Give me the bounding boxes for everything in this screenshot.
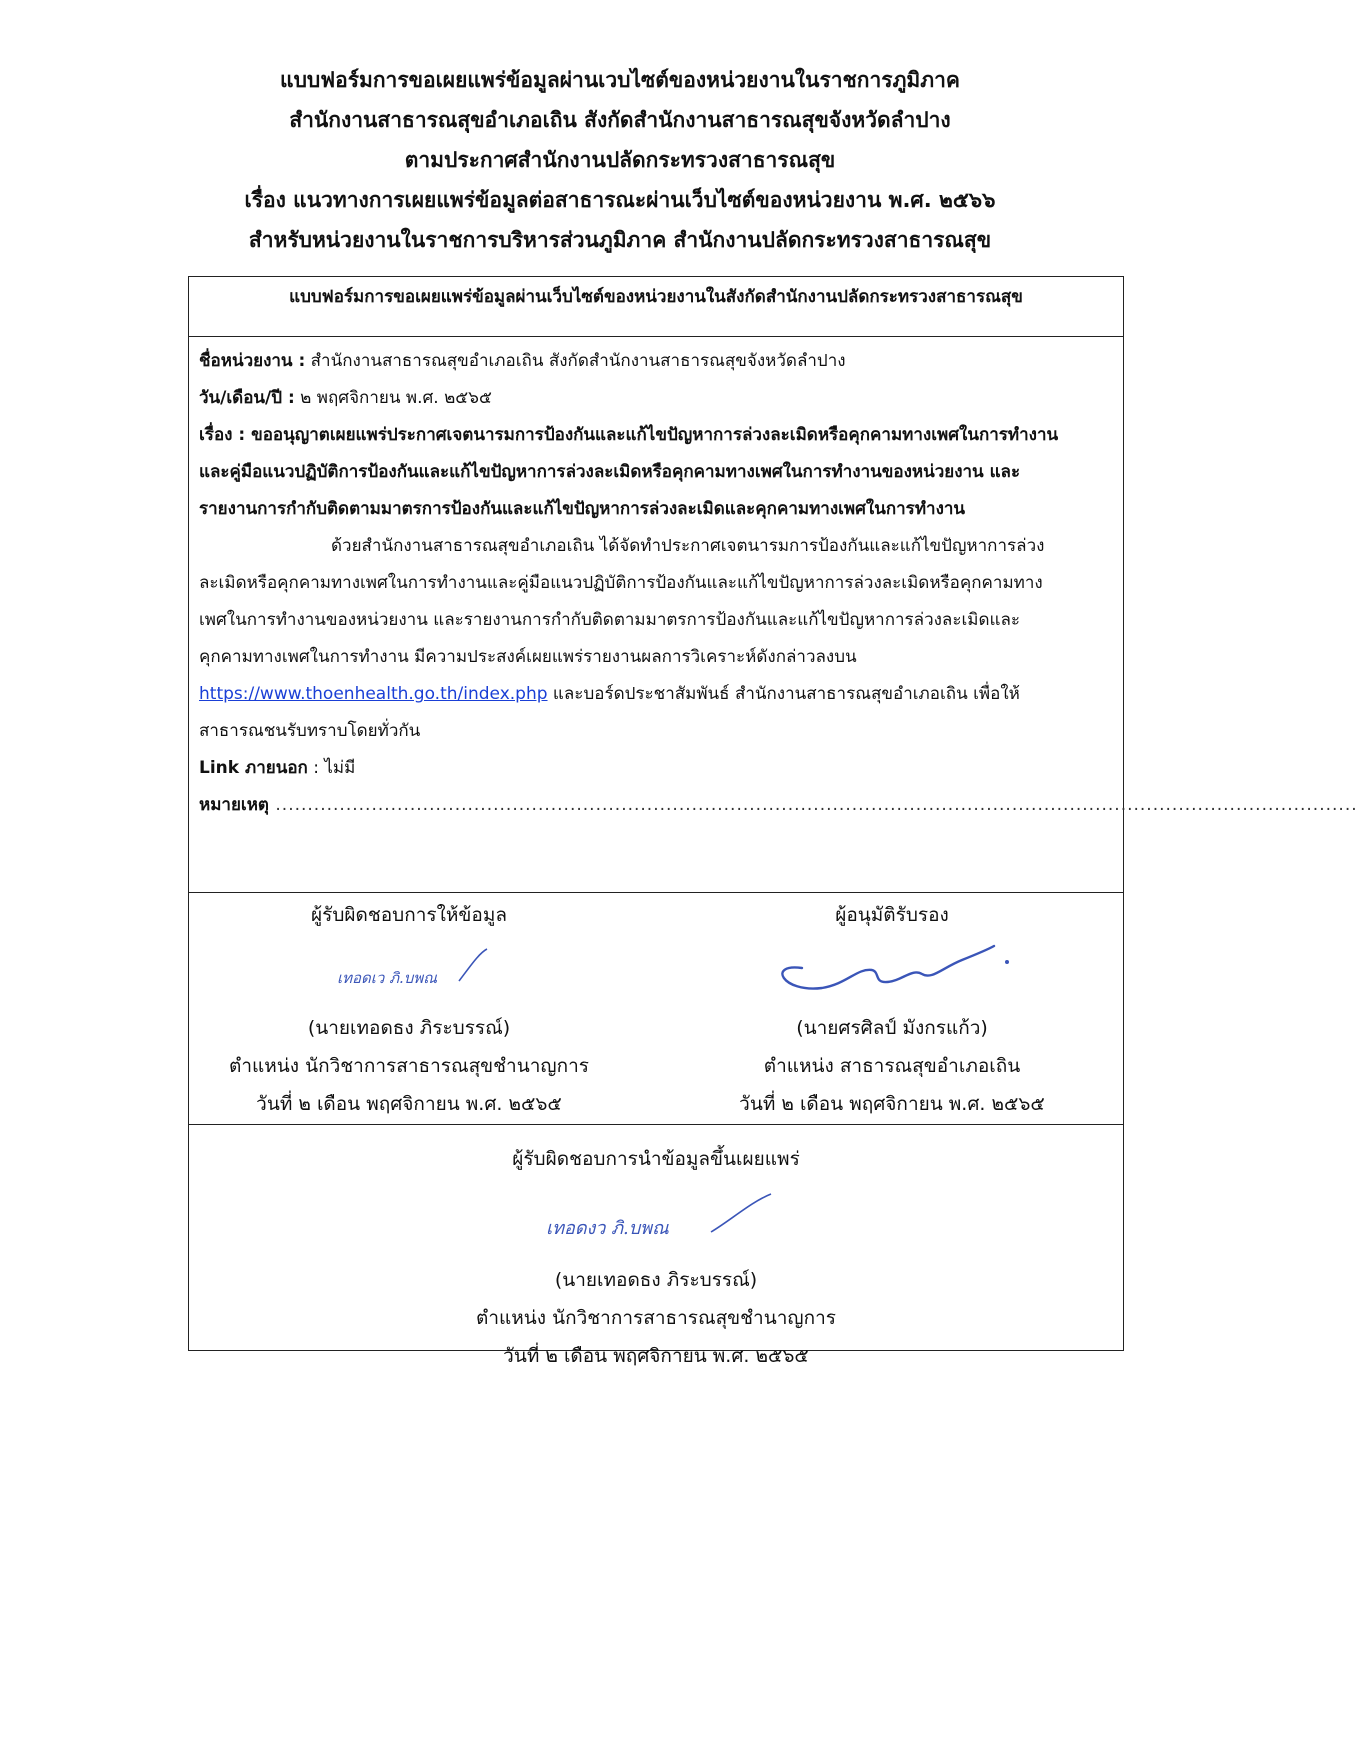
body-line-4: คุกคามทางเพศในการทำงาน มีความประสงค์เผยแพร่รายงานผลการวิเคราะห์ดังกล่าวลงบน (199, 647, 857, 667)
header-title-line-4: เรื่อง แนวทางการเผยแพร่ข้อมูลต่อสาธารณะผ่านเว็บไซต์ของหน่วยงาน พ.ศ. ๒๕๖๖ (244, 188, 996, 212)
body-after-link: และบอร์ดประชาสัมพันธ์ สำนักงานสาธารณสุขอำเภอเถิน เพื่อให้ (547, 684, 1020, 704)
approver-signature-icon (762, 938, 1022, 1008)
subject-row-1 (199, 417, 1113, 454)
body-line-1: ด้วยสำนักงานสาธารณสุขอำเภอเถิน ได้จัดทำประกาศเจตนารมการป้องกันและแก้ไขปัญหาการล่วง (331, 536, 1045, 556)
publisher-role: ผู้รับผิดชอบการนำข้อมูลขึ้นเผยแพร่ (512, 1148, 800, 1170)
publisher-signature-section (189, 1137, 1123, 1375)
publisher-position: ตำแหน่ง นักวิชาการสาธารณสุขชำนาญการ (476, 1307, 836, 1329)
publisher-signature-image (189, 1181, 1123, 1261)
body-line-2: ละเมิดหรือคุกคามทางเพศในการทำงานและคู่มือแนวปฏิบัติการป้องกันและแก้ไขปัญหาการล่วงละเมิดหรือคุกคามทาง (199, 573, 1043, 593)
body-line-last: สาธารณชนรับทราบโดยทั่วกัน (199, 721, 421, 741)
remark-row (199, 787, 1358, 824)
approval-signatures-section (189, 893, 1123, 1125)
external-link-row (199, 750, 1113, 787)
form-title: แบบฟอร์มการขอเผยแพร่ข้อมูลผ่านเว็บไซต์ของหน่วยงานในสังกัดสำนักงานปลัดกระทรวงสาธารณสุข (189, 277, 1123, 337)
provider-position: ตำแหน่ง นักวิชาการสาธารณสุขชำนาญการ (229, 1055, 589, 1077)
website-link[interactable]: https://www.thoenhealth.go.th/index.php (199, 684, 548, 704)
date-row (199, 380, 1113, 417)
provider-signature-text: เทอดเว ภิ.บพณ (337, 969, 438, 987)
publisher-name: (นายเทอดธง ภิระบรรณ์) (554, 1269, 758, 1291)
header-title-line-2: สำนักงานสาธารณสุขอำเภอเถิน สังกัดสำนักงานสาธารณสุขจังหวัดลำปาง (289, 108, 951, 132)
form-info-section (189, 337, 1358, 893)
approver-role: ผู้อนุมัติรับรอง (835, 904, 949, 926)
provider-signature-image (189, 937, 629, 1009)
external-link-label: Link ภายนอก (199, 758, 308, 778)
publisher-signature-icon (516, 1186, 796, 1256)
subject-line-2: และคู่มือแนวปฏิบัติการป้องกันและแก้ไขปัญหาการล่วงละเมิดหรือคุกคามทางเพศในการทำงานของหน่วยงาน และ (199, 462, 1021, 482)
body-link-row (199, 676, 1113, 713)
provider-role: ผู้รับผิดชอบการให้ข้อมูล (311, 904, 507, 926)
provider-date: วันที่ ๒ เดือน พฤศจิกายน พ.ศ. ๒๕๖๕ (256, 1093, 562, 1115)
remark-value: ......................................................................................................................................................................... (268, 795, 1358, 815)
external-link-value: : ไม่มี (307, 758, 356, 778)
provider-signature-block (189, 893, 629, 1123)
date-label: วัน/เดือน/ปี : (199, 388, 295, 408)
header-title-line-3: ตามประกาศสำนักงานปลัดกระทรวงสาธารณสุข (404, 148, 836, 172)
body-line-3: เพศในการทำงานของหน่วยงาน และรายงานการกำกับติดตามมาตรการป้องกันและแก้ไขปัญหาการล่วงละเมิดและ (199, 610, 1021, 630)
approver-signature-block (659, 893, 1125, 1123)
agency-label: ชื่อหน่วยงาน : (199, 351, 306, 371)
agency-row (199, 343, 1113, 380)
remark-label: หมายเหตุ (199, 795, 269, 815)
date-value: ๒ พฤศจิกายน พ.ศ. ๒๕๖๕ (294, 388, 492, 408)
header-title-line-5: สำหรับหน่วยงานในราชการบริหารส่วนภูมิภาค สำนักงานปลัดกระทรวงสาธารณสุข (248, 228, 992, 252)
approver-name: (นายศรศิลป์ มังกรแก้ว) (796, 1017, 988, 1039)
document-header (0, 60, 1240, 260)
subject-line-3: รายงานการกำกับติดตามมาตรการป้องกันและแก้ไขปัญหาการล่วงละเมิดและคุกคามทางเพศในการทำงาน (199, 499, 966, 519)
header-title-line-1: แบบฟอร์มการขอเผยแพร่ข้อมูลผ่านเวบไซต์ของหน่วยงานในราชการภูมิภาค (280, 68, 960, 92)
approver-position: ตำแหน่ง สาธารณสุขอำเภอเถิน (763, 1055, 1021, 1077)
subject-label: เรื่อง : (199, 425, 246, 445)
provider-signature-icon (309, 943, 509, 1003)
publisher-signature-text: เทอดงว ภิ.บพณ (546, 1218, 669, 1239)
approver-signature-image (659, 937, 1125, 1009)
approver-date: วันที่ ๒ เดือน พฤศจิกายน พ.ศ. ๒๕๖๕ (739, 1093, 1045, 1115)
subject-line-1: ขออนุญาตเผยแพร่ประกาศเจตนารมการป้องกันและแก้ไขปัญหาการล่วงละเมิดหรือคุกคามทางเพศในการทำงาน (245, 425, 1059, 445)
agency-value: สำนักงานสาธารณสุขอำเภอเถิน สังกัดสำนักงานสาธารณสุขจังหวัดลำปาง (305, 351, 846, 371)
publisher-date: วันที่ ๒ เดือน พฤศจิกายน พ.ศ. ๒๕๖๕ (503, 1345, 809, 1367)
publication-request-form (188, 276, 1358, 1367)
provider-name: (นายเทอดธง ภิระบรรณ์) (307, 1017, 511, 1039)
